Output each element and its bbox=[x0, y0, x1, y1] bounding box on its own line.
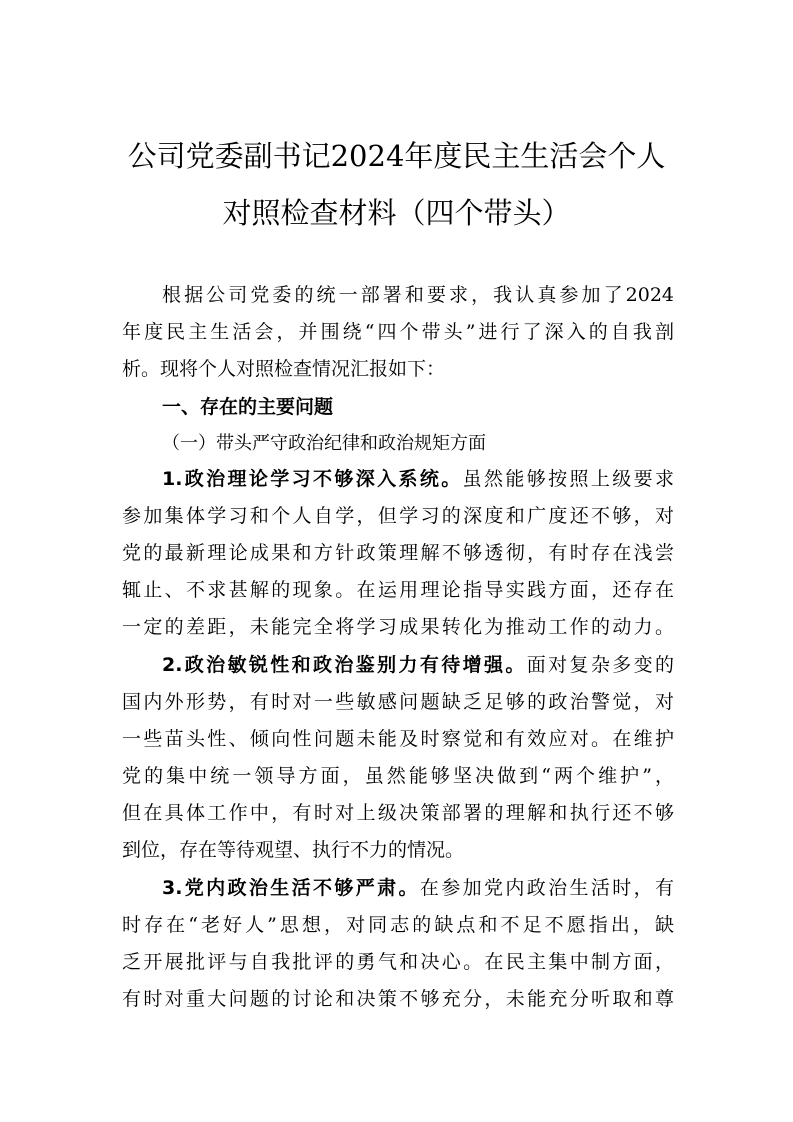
item-2-first-line bbox=[162, 651, 674, 679]
intro-paragraph-line: 析。现将个人对照检查情况汇报如下： bbox=[122, 358, 446, 380]
document-title-line-1: 公司党委副书记2024年度民主生活会个人 bbox=[127, 139, 666, 173]
document-title-line-2: 对照检查材料（四个带头） bbox=[222, 196, 571, 230]
section-heading: 一、存在的主要问题 bbox=[162, 396, 334, 418]
paragraph-line: 党的集中统一领导方面，虽然能够坚决做到“两个维护”， bbox=[122, 765, 674, 787]
item-1-lead: 1.政治理论学习不够深入系统。 bbox=[162, 468, 463, 490]
paragraph-line: 参加集体学习和个人自学，但学习的深度和广度还不够，对 bbox=[122, 505, 674, 527]
item-3-first-line bbox=[162, 874, 674, 902]
intro-paragraph-line: 根据公司党委的统一部署和要求，我认真参加了2024 bbox=[162, 284, 674, 306]
item-1-first-rest: 虽然能够按照上级要求 bbox=[462, 468, 674, 490]
subsection-heading: （一）带头严守政治纪律和政治规矩方面 bbox=[162, 433, 486, 453]
item-3-first-rest: 在参加党内政治生活时，有 bbox=[419, 877, 674, 899]
item-2-first-rest: 面对复杂多变的 bbox=[526, 654, 674, 676]
paragraph-line: 但在具体工作中，有时对上级决策部署的理解和执行还不够 bbox=[122, 802, 674, 824]
paragraph-line: 有时对重大问题的讨论和决策不够充分，未能充分听取和尊 bbox=[122, 988, 674, 1010]
paragraph-line: 乏开展批评与自我批评的勇气和决心。在民主集中制方面， bbox=[122, 951, 674, 973]
item-2-lead: 2.政治敏锐性和政治鉴别力有待增强。 bbox=[162, 654, 527, 676]
paragraph-line: 国内外形势，有时对一些敏感问题缺乏足够的政治警觉，对 bbox=[122, 691, 674, 713]
item-1-first-line bbox=[162, 465, 674, 493]
intro-paragraph-line: 年度民主生活会，并围绕“四个带头”进行了深入的自我剖 bbox=[122, 321, 674, 343]
item-3-lead: 3.党内政治生活不够严肃。 bbox=[162, 877, 420, 899]
paragraph-line: 到位，存在等待观望、执行不力的情况。 bbox=[122, 839, 465, 861]
paragraph-line: 辄止、不求甚解的现象。在运用理论指导实践方面，还存在 bbox=[122, 579, 674, 601]
paragraph-line: 时存在“老好人”思想，对同志的缺点和不足不愿指出，缺 bbox=[122, 914, 674, 936]
paragraph-line: 一定的差距，未能完全将学习成果转化为推动工作的动力。 bbox=[122, 616, 674, 638]
paragraph-line: 一些苗头性、倾向性问题未能及时察觉和有效应对。在维护 bbox=[122, 728, 674, 750]
paragraph-line: 党的最新理论成果和方针政策理解不够透彻，有时存在浅尝 bbox=[122, 542, 674, 564]
